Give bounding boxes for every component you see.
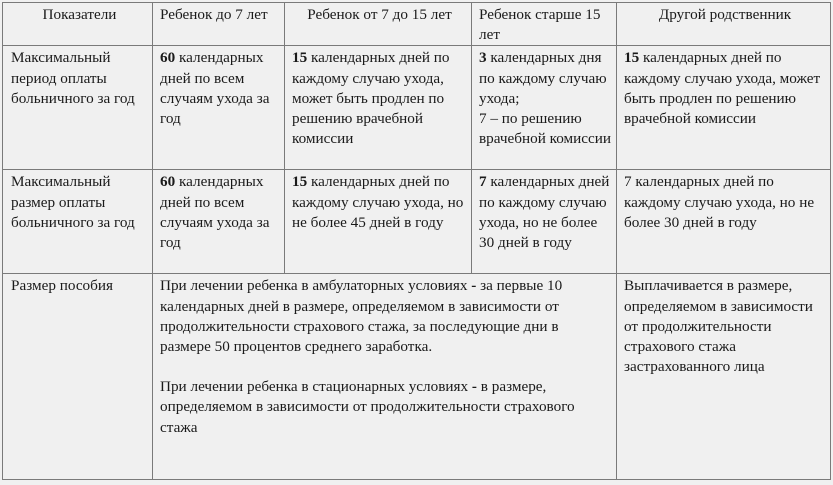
outpatient-paragraph: При лечении ребенка в амбулаторных условиях - за первые 10 календарных дней в размере, определяемом в зависимости от продолжительности страхового стажа, за последующие дни в размере 50 процентов среднего заработка. (160, 277, 563, 356)
table-row-max-payment (3, 170, 831, 274)
cell-other-relative: 15 календарных дней по каждому случаю ухода, может быть продлен по решению врачебной комиссии (617, 46, 831, 170)
cell-under-7: 60 календарных дней по всем случаям ухода за год (153, 170, 285, 274)
header-other-relative: Другой родственник (617, 3, 831, 46)
cell-over-15: 3 календарных дня по каждому случаю ухода; 7 – по решению врачебной комиссии (472, 46, 617, 170)
header-child-over-15: Ребенок старше 15 лет (472, 3, 617, 46)
cell-other-relative: 7 календарных дней по каждому случаю ухода, но не более 30 дней в году (617, 170, 831, 274)
cell-children-merged (153, 274, 617, 480)
inpatient-paragraph: При лечении ребенка в стационарных условиях - в размере, определяемом в зависимости от продолжительности страхового стажа (160, 378, 575, 436)
cell-over-15: 7 календарных дней по каждому случаю ухода, но не более 30 дней в году (472, 170, 617, 274)
header-row (3, 3, 831, 46)
header-child-under-7: Ребенок до 7 лет (153, 3, 285, 46)
cell-under-7: 60 календарных дней по всем случаям ухода за год (153, 46, 285, 170)
benefits-table (2, 2, 831, 480)
row-label: Максимальный размер оплаты больничного за год (3, 170, 153, 274)
cell-7-15: 15 календарных дней по каждому случаю ухода, но не более 45 дней в году (285, 170, 472, 274)
cell-7-15: 15 календарных дней по каждому случаю ухода, может быть продлен по решению врачебной комиссии (285, 46, 472, 170)
row-label: Размер пособия (3, 274, 153, 480)
table-row-max-period (3, 46, 831, 170)
cell-other-relative: Выплачивается в размере, определяемом в зависимости от продолжительности страхового стажа застрахованного лица (617, 274, 831, 480)
header-indicators: Показатели (3, 3, 153, 46)
table-row-benefit-amount (3, 274, 831, 480)
header-child-7-15: Ребенок от 7 до 15 лет (285, 3, 472, 46)
row-label: Максимальный период оплаты больничного за год (3, 46, 153, 170)
